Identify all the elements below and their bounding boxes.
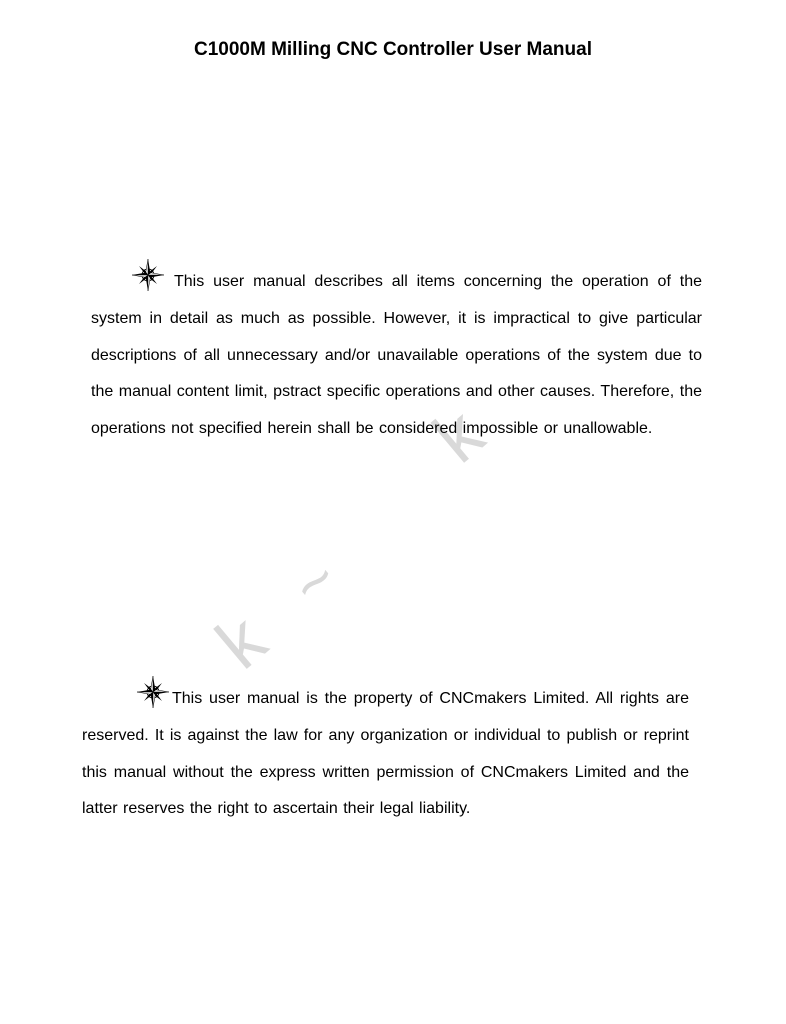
paragraph-1-text: This user manual describes all items concerning the operation of the system in detail as much as possible. However, it is impractical to give particular descriptions of all unnecessary and/or unavailable operations of the system due to the manual content limit, pstract specific operations and other causes. Therefore, the operations not specified herein shall be considered impossible or unallowable. bbox=[91, 273, 702, 438]
watermark-letter-3: k bbox=[201, 599, 281, 685]
page-title: C1000M Milling CNC Controller User Manual bbox=[193, 39, 592, 60]
paragraph-2 bbox=[82, 681, 689, 828]
paragraph-1 bbox=[91, 264, 702, 448]
paragraph-2-text: This user manual is the property of CNCmakers Limited. All rights are reserved. It is against the law for any organization or individual to publish or reprint this manual without the express written permission of CNCmakers Limited and the latter reserves the right to ascertain their legal liability. bbox=[82, 690, 689, 818]
watermark-letter-2: ~ bbox=[277, 542, 353, 622]
watermark-letter-1: k bbox=[419, 393, 499, 479]
